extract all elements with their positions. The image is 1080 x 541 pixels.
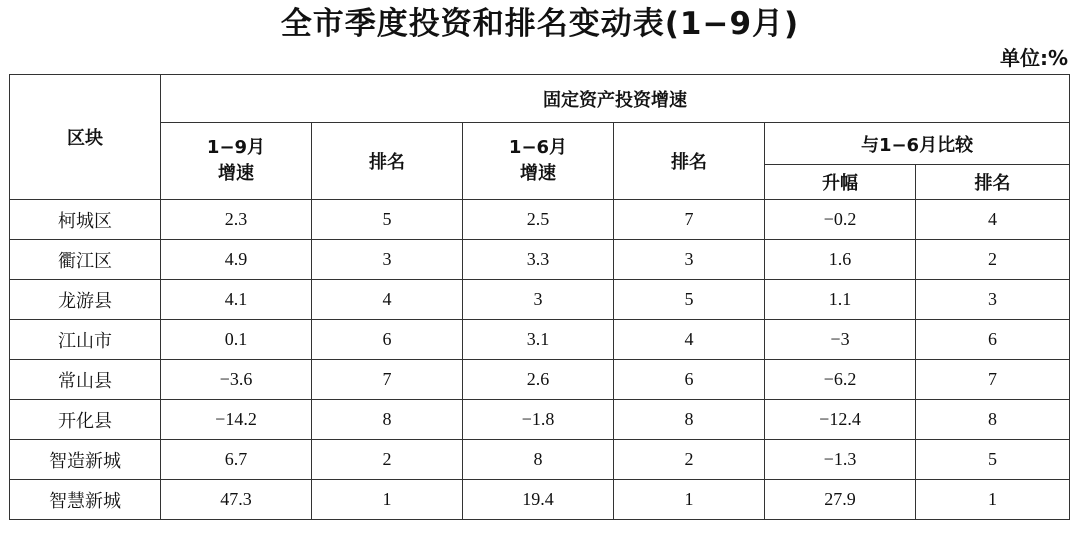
cell-speed-q3: 47.3 xyxy=(161,480,312,520)
unit-label: 单位:% xyxy=(999,46,1068,70)
cell-rank-change: 4 xyxy=(916,200,1070,240)
cell-rank-h1: 6 xyxy=(614,360,765,400)
table-row xyxy=(10,440,1070,480)
cell-speed-h1: 2.6 xyxy=(463,360,614,400)
table-row xyxy=(10,360,1070,400)
cell-rank-change: 2 xyxy=(916,240,1070,280)
table-row xyxy=(10,200,1070,240)
header-rank-q3: 排名 xyxy=(312,123,463,200)
header-speed-h1-line1: 1−6月 xyxy=(508,137,568,158)
table-row xyxy=(10,480,1070,520)
header-speed-q3-line1: 1−9月 xyxy=(206,137,266,158)
cell-rank-change: 1 xyxy=(916,480,1070,520)
cell-rank-q3: 4 xyxy=(312,280,463,320)
cell-name: 开化县 xyxy=(10,400,161,440)
cell-change: 27.9 xyxy=(765,480,916,520)
cell-speed-q3: 4.9 xyxy=(161,240,312,280)
cell-rank-change: 3 xyxy=(916,280,1070,320)
cell-speed-q3: 0.1 xyxy=(161,320,312,360)
cell-rank-h1: 5 xyxy=(614,280,765,320)
cell-change: −0.2 xyxy=(765,200,916,240)
cell-rank-h1: 3 xyxy=(614,240,765,280)
header-speed-q3-line2: 增速 xyxy=(218,163,254,184)
table-row xyxy=(10,240,1070,280)
cell-rank-h1: 1 xyxy=(614,480,765,520)
cell-rank-q3: 7 xyxy=(312,360,463,400)
investment-table xyxy=(9,74,1070,520)
table-row xyxy=(10,400,1070,440)
cell-change: 1.6 xyxy=(765,240,916,280)
cell-change: −3 xyxy=(765,320,916,360)
cell-name: 智造新城 xyxy=(10,440,161,480)
header-speed-h1 xyxy=(463,123,614,200)
header-rank-change: 排名 xyxy=(916,165,1070,200)
cell-speed-q3: 4.1 xyxy=(161,280,312,320)
cell-name: 智慧新城 xyxy=(10,480,161,520)
header-speed-h1-line2: 增速 xyxy=(520,163,556,184)
cell-rank-change: 6 xyxy=(916,320,1070,360)
cell-rank-h1: 4 xyxy=(614,320,765,360)
table-row xyxy=(10,280,1070,320)
cell-rank-q3: 3 xyxy=(312,240,463,280)
cell-rank-change: 8 xyxy=(916,400,1070,440)
header-rank-h1: 排名 xyxy=(614,123,765,200)
cell-rank-q3: 2 xyxy=(312,440,463,480)
cell-change: −6.2 xyxy=(765,360,916,400)
cell-speed-h1: −1.8 xyxy=(463,400,614,440)
cell-name: 柯城区 xyxy=(10,200,161,240)
cell-change: 1.1 xyxy=(765,280,916,320)
cell-rank-h1: 8 xyxy=(614,400,765,440)
cell-rank-change: 5 xyxy=(916,440,1070,480)
cell-rank-h1: 2 xyxy=(614,440,765,480)
cell-name: 衢江区 xyxy=(10,240,161,280)
cell-speed-h1: 2.5 xyxy=(463,200,614,240)
cell-change: −12.4 xyxy=(765,400,916,440)
cell-rank-q3: 8 xyxy=(312,400,463,440)
cell-rank-change: 7 xyxy=(916,360,1070,400)
cell-speed-q3: 2.3 xyxy=(161,200,312,240)
table-row xyxy=(10,320,1070,360)
header-speed-q3 xyxy=(161,123,312,200)
cell-rank-q3: 5 xyxy=(312,200,463,240)
header-row-1 xyxy=(10,75,1070,123)
cell-speed-h1: 3.1 xyxy=(463,320,614,360)
cell-speed-h1: 3.3 xyxy=(463,240,614,280)
cell-rank-h1: 7 xyxy=(614,200,765,240)
cell-name: 常山县 xyxy=(10,360,161,400)
header-group: 固定资产投资增速 xyxy=(161,75,1070,123)
cell-speed-q3: 6.7 xyxy=(161,440,312,480)
cell-speed-q3: −14.2 xyxy=(161,400,312,440)
cell-speed-q3: −3.6 xyxy=(161,360,312,400)
cell-speed-h1: 19.4 xyxy=(463,480,614,520)
table-title: 全市季度投资和排名变动表(1−9月) xyxy=(280,6,800,42)
cell-change: −1.3 xyxy=(765,440,916,480)
cell-speed-h1: 8 xyxy=(463,440,614,480)
header-change: 升幅 xyxy=(765,165,916,200)
header-compare: 与1−6月比较 xyxy=(765,123,1070,165)
cell-name: 江山市 xyxy=(10,320,161,360)
cell-name: 龙游县 xyxy=(10,280,161,320)
header-block: 区块 xyxy=(10,75,161,200)
cell-speed-h1: 3 xyxy=(463,280,614,320)
header-row-2 xyxy=(10,123,1070,165)
cell-rank-q3: 6 xyxy=(312,320,463,360)
cell-rank-q3: 1 xyxy=(312,480,463,520)
